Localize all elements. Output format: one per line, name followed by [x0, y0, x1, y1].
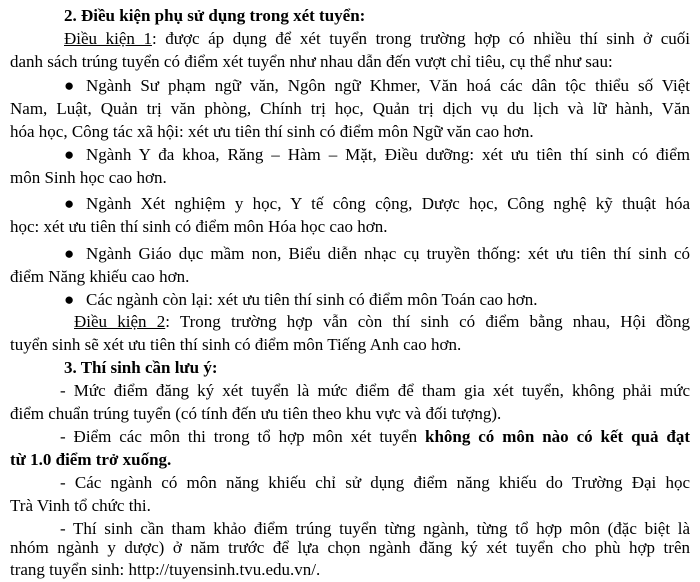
condition-1-label: Điều kiện 1: [64, 28, 152, 48]
note-1-line-2: điểm chuẩn trúng tuyển (có tính đến ưu tiên theo khu vực và đối tượng).: [10, 404, 502, 424]
note-4-line-1: - Thí sinh cần tham khảo điểm trúng tuyển từng ngành, từng tổ hợp môn (đặc biệt là: [60, 518, 690, 538]
bullet-3-line-1: ● Ngành Xét nghiệm y học, Y tế công cộng, Dược học, Công nghệ kỹ thuật hóa: [64, 193, 690, 213]
bullet-1-line-2: Nam, Luật, Quản trị văn phòng, Chính trị học, Quản trị dịch vụ du lịch và lữ hành, Văn: [10, 99, 690, 119]
bullet-2-line-1: ● Ngành Y đa khoa, Răng – Hàm – Mặt, Điều dưỡng: xét ưu tiên thí sinh có điểm: [64, 145, 690, 165]
note-2-emphasis: không có môn nào có kết quả đạt: [425, 427, 691, 447]
condition-1-line-1: Điều kiện 1: được áp dụng để xét tuyển trong trường hợp có nhiều thí sinh ở cuối: [64, 28, 690, 48]
note-2-line-2: từ 1.0 điểm trở xuống.: [10, 450, 172, 470]
bullet-3-line-2: học: xét ưu tiên thí sinh có điểm môn Hóa học cao hơn.: [10, 216, 388, 236]
condition-2-line-2: tuyển sinh sẽ xét ưu tiên thí sinh có điểm môn Tiếng Anh cao hơn.: [10, 335, 462, 355]
bullet-4-line-2: điểm Năng khiếu cao hơn.: [10, 266, 190, 286]
note-4-line-2: nhóm ngành y dược) ở năm trước để lựa chọn ngành đăng ký xét tuyển cho phù hợp trên: [10, 538, 690, 558]
bullet-2-line-2: môn Sinh học cao hơn.: [10, 168, 167, 188]
bullet-icon: ●: [64, 76, 75, 96]
bullet-1-line-3: hóa học, Công tác xã hội: xét ưu tiên thí sinh có điểm môn Ngữ văn cao hơn.: [10, 122, 534, 142]
section-3-heading: 3. Thí sinh cần lưu ý:: [64, 358, 218, 378]
condition-2-label: Điều kiện 2: [74, 312, 166, 332]
note-3-line-2: Trà Vinh tổ chức thi.: [10, 495, 151, 515]
bullet-icon: ●: [64, 193, 75, 213]
bullet-1-line-1: ● Ngành Sư phạm ngữ văn, Ngôn ngữ Khmer, Văn hoá các dân tộc thiểu số Việt: [64, 76, 690, 96]
bullet-icon: ●: [64, 145, 75, 165]
bullet-5-line-1: ● Các ngành còn lại: xét ưu tiên thí sinh có điểm môn Toán cao hơn.: [64, 289, 538, 309]
bullet-icon: ●: [64, 243, 75, 263]
note-3-line-1: - Các ngành có môn năng khiếu chỉ sử dụng điểm năng khiếu do Trường Đại học: [60, 473, 690, 493]
note-4-line-3: trang tuyển sinh: http://tuyensinh.tvu.edu.vn/.: [10, 560, 321, 579]
condition-1-line-2: danh sách trúng tuyển có điểm xét tuyển như nhau dẫn đến vượt chỉ tiêu, cụ thể như sau:: [10, 51, 613, 71]
bullet-icon: ●: [64, 289, 75, 309]
section-2-heading: 2. Điều kiện phụ sử dụng trong xét tuyển:: [64, 5, 366, 25]
bullet-4-line-1: ● Ngành Giáo dục mầm non, Biểu diễn nhạc cụ truyền thống: xét ưu tiên thí sinh có: [64, 243, 690, 263]
note-2-line-1: - Điểm các môn thi trong tổ hợp môn xét tuyển không có môn nào có kết quả đạt: [60, 427, 691, 447]
condition-2-line-1: Điều kiện 2: Trong trường hợp vẫn còn thí sinh có điểm bằng nhau, Hội đồng: [74, 312, 690, 332]
note-1-line-1: - Mức điểm đăng ký xét tuyển là mức điểm để tham gia xét tuyển, không phải mức: [60, 381, 690, 401]
